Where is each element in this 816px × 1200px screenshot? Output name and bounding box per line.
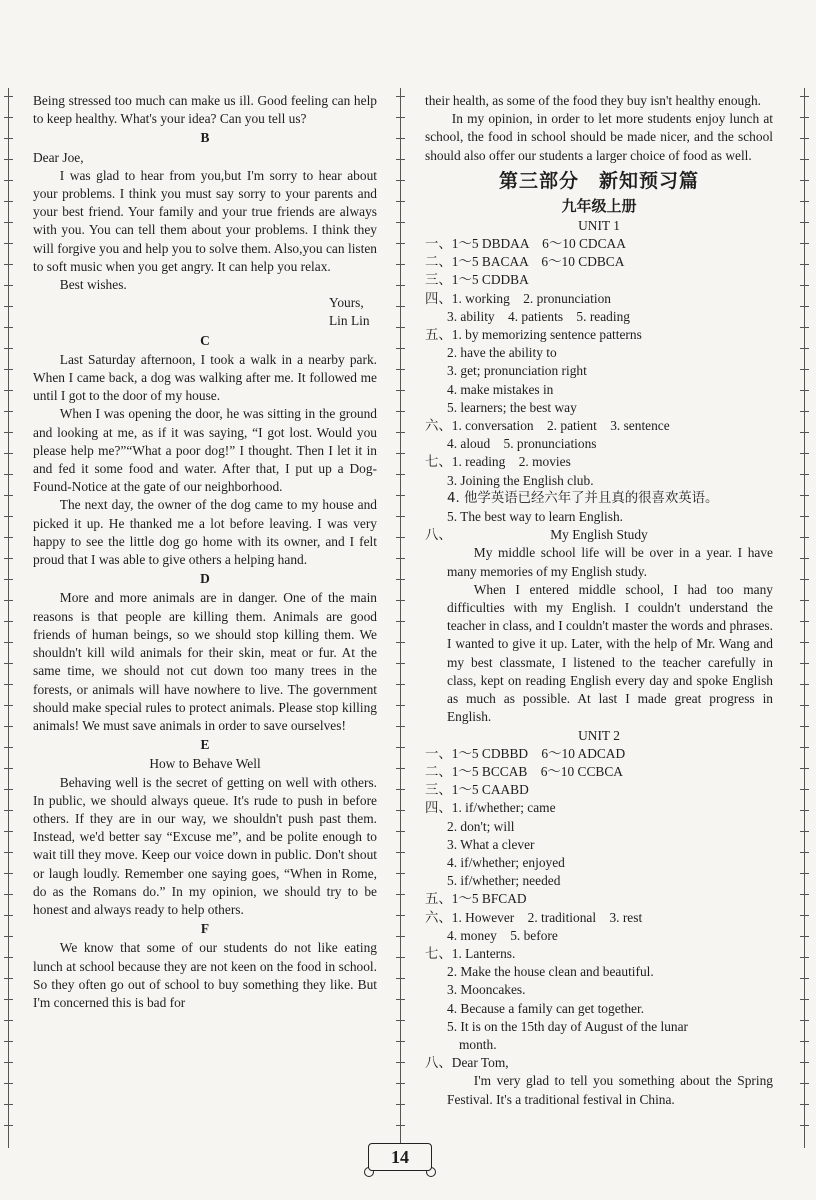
rule-tick [800, 1041, 809, 1042]
rule-tick [4, 684, 13, 685]
rule-tick [4, 663, 13, 664]
rule-tick [396, 810, 405, 811]
rule-tick [800, 96, 809, 97]
rule-tick [4, 411, 13, 412]
rule-tick [4, 600, 13, 601]
rule-tick [396, 726, 405, 727]
answer-line: 3. get; pronunciation right [447, 363, 587, 379]
rule-tick [800, 369, 809, 370]
rule-tick [800, 264, 809, 265]
rule-tick [800, 894, 809, 895]
rule-tick [4, 852, 13, 853]
rule-tick [4, 894, 13, 895]
rule-tick [800, 285, 809, 286]
intro-paragraph: Being stressed too much can make us ill. Good feeling can help to keep healthy. What's your idea? Can you tell us? [33, 93, 377, 127]
rule-tick [4, 537, 13, 538]
essay-label: 八、 [425, 527, 452, 543]
rule-tick [396, 978, 405, 979]
rule-tick [396, 264, 405, 265]
rule-tick [4, 915, 13, 916]
rule-tick [396, 747, 405, 748]
rule-tick [800, 1020, 809, 1021]
answer-line: 3. ability 4. patients 5. reading [447, 308, 630, 324]
essay-paragraph-2: When I entered middle school, I had too many difficulties with my English. I couldn't understand the teacher in class, and I couldn't master the words and phrases. I wanted to give it up. Later, with the help of Mr. Wang and my best classmate, I listened to the teacher carefully in class, kept on reading English every day and spoke English as much as possible. At last I made great progress in English. [447, 581, 773, 725]
rule-tick [4, 873, 13, 874]
rule-tick [800, 537, 809, 538]
rule-tick [396, 915, 405, 916]
rule-tick [800, 432, 809, 433]
rule-tick [396, 1020, 405, 1021]
rule-tick [800, 705, 809, 706]
rule-tick [4, 453, 13, 454]
rule-tick [800, 138, 809, 139]
section-f-paragraph-2: In my opinion, in order to let more students enjoy lunch at school, the food in school should be made nicer, and the school should also offer our students a larger choice of food as well. [425, 111, 773, 163]
answer-line: 四、1. if/whether; came [425, 800, 556, 816]
rule-tick [396, 537, 405, 538]
section-f-paragraph-1: We know that some of our students do not like eating lunch at school because they are not keen on the food in school. So they often go out of school to buy something they like. But I'm concerned this is bad for [33, 940, 377, 1010]
rule-tick [800, 747, 809, 748]
rule-tick [396, 390, 405, 391]
rule-tick [800, 978, 809, 979]
grade-title: 九年级上册 [561, 196, 637, 215]
answer-line: 4. make mistakes in [447, 381, 554, 397]
answer-line: 四、1. working 2. pronunciation [425, 290, 611, 306]
rule-tick [800, 768, 809, 769]
rule-tick [800, 810, 809, 811]
rule-tick [800, 327, 809, 328]
rule-tick [4, 201, 13, 202]
rule-tick [396, 516, 405, 517]
answer-line: 4. if/whether; enjoyed [447, 854, 565, 870]
answer-line: 4. 他学英语已经六年了并且真的很喜欢英语。 [447, 490, 719, 506]
answer-line: 二、1～5 BACAA 6～10 CDBCA [425, 254, 625, 270]
section-c-paragraph-2: When I was opening the door, he was sitting in the ground and looking at me, as if it was saying, “I got lost. Would you please help me?”“What a poor dog!” I thought. Then I let it in and fed it some food and water. After that, I put up a Dog-Found-Notice at the gate of our neighborhood. [33, 406, 377, 495]
rule-tick [396, 306, 405, 307]
rule-tick [396, 852, 405, 853]
rule-tick [800, 999, 809, 1000]
rule-tick [396, 369, 405, 370]
rule-tick [396, 117, 405, 118]
rule-tick [4, 747, 13, 748]
left-margin-rule [3, 88, 15, 1148]
rule-tick [800, 1104, 809, 1105]
answer-line: 3. Joining the English club. [447, 472, 594, 488]
rule-tick [396, 138, 405, 139]
rule-tick [800, 243, 809, 244]
answer-line: 3. What a clever [447, 836, 535, 852]
part-title: 第三部分 新知预习篇 [498, 169, 699, 192]
right-margin-rule [799, 88, 811, 1148]
answer-line: 七、1. Lanterns. [425, 945, 516, 961]
rule-tick [396, 159, 405, 160]
rule-tick [800, 684, 809, 685]
answer-line: 一、1～5 DBDAA 6～10 CDCAA [425, 236, 626, 252]
rule-tick [4, 369, 13, 370]
rule-tick [4, 957, 13, 958]
rule-tick [396, 180, 405, 181]
rule-tick [800, 453, 809, 454]
answer-line: 2. don't; will [447, 818, 515, 834]
rule-tick [800, 789, 809, 790]
answer-line: 5. if/whether; needed [447, 873, 561, 889]
rule-tick [800, 159, 809, 160]
rule-tick [800, 180, 809, 181]
section-c-paragraph-3: The next day, the owner of the dog came to my house and picked it up. He thanked me a lot before leaving. I was very happy to see the little dog go home with its owner, and I felt proud that I was able to give others a helping hand. [33, 497, 377, 568]
unit-1-answers [425, 235, 773, 526]
rule-tick [800, 390, 809, 391]
section-e-title: How to Behave Well [149, 756, 261, 772]
rule-tick [800, 558, 809, 559]
rule-tick [396, 1041, 405, 1042]
rule-tick [396, 999, 405, 1000]
rule-tick [800, 579, 809, 580]
rule-tick [4, 180, 13, 181]
page-number: 14 [368, 1143, 432, 1171]
rule-tick [396, 495, 405, 496]
letter-paragraph: I'm very glad to tell you something about the Spring Festival. It's a traditional festival in China. [447, 1073, 773, 1107]
letter-body: I was glad to hear from you,but I'm sorry to hear about your problems. I think you must say sorry to your parents and your best friend. Your family and your true friends are always with you. You can tell them about your problems. I think they will forgive you and help you to solve them. Also,you can listen to soft music when you get angry. It can help you relax. [33, 167, 377, 274]
answer-line: 5. learners; the best way [447, 399, 577, 415]
rule-tick [4, 327, 13, 328]
essay-paragraph-1: My middle school life will be over in a year. I have many memories of my English study. [447, 545, 773, 579]
left-column [33, 92, 377, 1012]
answer-line: 七、1. reading 2. movies [425, 454, 571, 470]
rule-tick [396, 873, 405, 874]
rule-tick [4, 768, 13, 769]
section-f-continuation: their health, as some of the food they buy isn't healthy enough. [425, 93, 761, 108]
rule-tick [396, 831, 405, 832]
letter-closing: Best wishes. [59, 277, 127, 293]
rule-tick [4, 159, 13, 160]
answer-line: 五、1～5 BFCAD [425, 891, 527, 907]
rule-tick [396, 1083, 405, 1084]
rule-tick [396, 558, 405, 559]
unit-2-answers [425, 745, 773, 1054]
answer-line: 4. aloud 5. pronunciations [447, 436, 597, 452]
rule-tick [396, 474, 405, 475]
rule-tick [396, 957, 405, 958]
rule-tick [800, 306, 809, 307]
rule-tick [4, 390, 13, 391]
rule-tick [4, 978, 13, 979]
rule-tick [4, 432, 13, 433]
rule-tick [800, 495, 809, 496]
rule-tick [800, 411, 809, 412]
section-e-paragraph: Behaving well is the secret of getting on well with others. In public, we should always queue. It's rude to push in before others. If they are in our way, we shouldn't push past them. Instead, we'd better say “Excuse me”, and be polite enough to wait till they move. Keep our voice down in public. Don't shout or laugh loudly. Remember one saying goes, “When in Rome, do as the Romans do.” In my opinion, we should try to be honest and always ready to help others. [33, 774, 377, 917]
section-b-label: B [200, 130, 210, 146]
rule-tick [396, 432, 405, 433]
rule-tick [800, 1083, 809, 1084]
rule-tick [800, 600, 809, 601]
right-column [425, 92, 773, 1109]
rule-tick [800, 474, 809, 475]
rule-tick [396, 222, 405, 223]
rule-tick [396, 663, 405, 664]
answer-line: 五、1. by memorizing sentence patterns [425, 327, 642, 343]
rule-tick [800, 873, 809, 874]
rule-tick [4, 96, 13, 97]
rule-tick [800, 936, 809, 937]
rule-tick [4, 1041, 13, 1042]
page-number-badge [368, 1143, 432, 1175]
essay-heading [425, 526, 773, 544]
rule-tick [396, 642, 405, 643]
answer-line: 2. have the ability to [447, 345, 557, 361]
answer-line: 5. The best way to learn English. [447, 509, 624, 525]
answer-line: 5. It is on the 15th day of August of the lunar [447, 1018, 688, 1034]
rule-tick [396, 768, 405, 769]
rule-tick [396, 411, 405, 412]
rule-tick [4, 285, 13, 286]
rule-tick [396, 201, 405, 202]
rule-tick [396, 789, 405, 790]
rule-tick [4, 558, 13, 559]
rule-tick [4, 789, 13, 790]
rule-tick [4, 1062, 13, 1063]
rule-tick [396, 1104, 405, 1105]
rule-tick [396, 600, 405, 601]
rule-tick [4, 495, 13, 496]
letter-sign-yours: Yours, [329, 295, 364, 311]
rule-tick [800, 642, 809, 643]
letter-label: 八、Dear Tom, [425, 1055, 509, 1071]
rule-tick [4, 138, 13, 139]
rule-tick [396, 579, 405, 580]
rule-tick [4, 642, 13, 643]
answer-line: 4. money 5. before [447, 927, 558, 943]
rule-tick [396, 327, 405, 328]
rule-tick [800, 621, 809, 622]
rule-tick [396, 1125, 405, 1126]
answer-line: 二、1～5 BCCAB 6～10 CCBCA [425, 763, 623, 779]
rule-tick [396, 936, 405, 937]
rule-tick [4, 831, 13, 832]
rule-tick [800, 222, 809, 223]
section-c-paragraph-1: Last Saturday afternoon, I took a walk in a nearby park. When I came back, a dog was walking after me. It followed me until I got to the door of my house. [33, 351, 377, 404]
rule-tick [4, 936, 13, 937]
rule-tick [800, 852, 809, 853]
rule-tick [800, 831, 809, 832]
unit-1-title: UNIT 1 [578, 217, 620, 233]
rule-tick [4, 1020, 13, 1021]
answer-line: 3. Mooncakes. [447, 982, 526, 998]
rule-tick [4, 579, 13, 580]
answer-line: 三、1～5 CDDBA [425, 272, 529, 288]
rule-tick [4, 810, 13, 811]
rule-tick [396, 348, 405, 349]
rule-tick [800, 726, 809, 727]
answer-line: month. [459, 1036, 497, 1052]
center-divider-rule [395, 88, 407, 1148]
rule-tick [396, 621, 405, 622]
rule-tick [4, 621, 13, 622]
rule-tick [800, 117, 809, 118]
section-c-label: C [200, 332, 210, 348]
letter-salutation: Dear Joe, [33, 149, 84, 165]
rule-tick [4, 1104, 13, 1105]
rule-tick [4, 222, 13, 223]
answer-line: 三、1～5 CAABD [425, 782, 529, 798]
rule-tick [800, 663, 809, 664]
rule-tick [396, 894, 405, 895]
rule-tick [396, 705, 405, 706]
rule-tick [396, 243, 405, 244]
rule-tick [396, 684, 405, 685]
answer-line: 4. Because a family can get together. [447, 1000, 645, 1016]
rule-tick [4, 1125, 13, 1126]
answer-line: 六、1. However 2. traditional 3. rest [425, 909, 643, 925]
section-e-label: E [200, 737, 210, 753]
rule-tick [800, 348, 809, 349]
unit-2-title: UNIT 2 [578, 727, 620, 743]
essay-title: My English Study [550, 527, 648, 543]
rule-tick [4, 243, 13, 244]
answer-line: 2. Make the house clean and beautiful. [447, 964, 654, 980]
rule-tick [800, 516, 809, 517]
answer-line: 六、1. conversation 2. patient 3. sentence [425, 418, 670, 434]
rule-tick [396, 453, 405, 454]
rule-tick [4, 726, 13, 727]
section-d-paragraph: More and more animals are in danger. One of the main reasons is that people are killing them. Animals are good friends of human beings, so we should stop killing them. We shouldn't kill wild animals for their skin, meat or fur. At the same time, we should not cut down too many trees in the forests, or animals will have nowhere to live. The government should make special rules to protect animals. Please stop killing animals! We must save animals in order to save ourselves! [33, 590, 377, 733]
rule-tick [4, 264, 13, 265]
section-f-label: F [200, 921, 210, 937]
rule-tick [4, 474, 13, 475]
rule-tick [396, 96, 405, 97]
rule-tick [4, 1083, 13, 1084]
rule-tick [800, 915, 809, 916]
rule-tick [396, 1062, 405, 1063]
answer-line: 一、1～5 CDBBD 6～10 ADCAD [425, 745, 626, 761]
rule-tick [4, 117, 13, 118]
rule-tick [4, 348, 13, 349]
rule-tick [4, 306, 13, 307]
rule-tick [4, 516, 13, 517]
section-d-label: D [200, 571, 210, 587]
rule-tick [800, 1125, 809, 1126]
rule-tick [4, 705, 13, 706]
rule-tick [800, 957, 809, 958]
letter-sign-name: Lin Lin [329, 313, 370, 329]
rule-tick [800, 1062, 809, 1063]
rule-tick [396, 285, 405, 286]
rule-tick [800, 201, 809, 202]
rule-tick [4, 999, 13, 1000]
